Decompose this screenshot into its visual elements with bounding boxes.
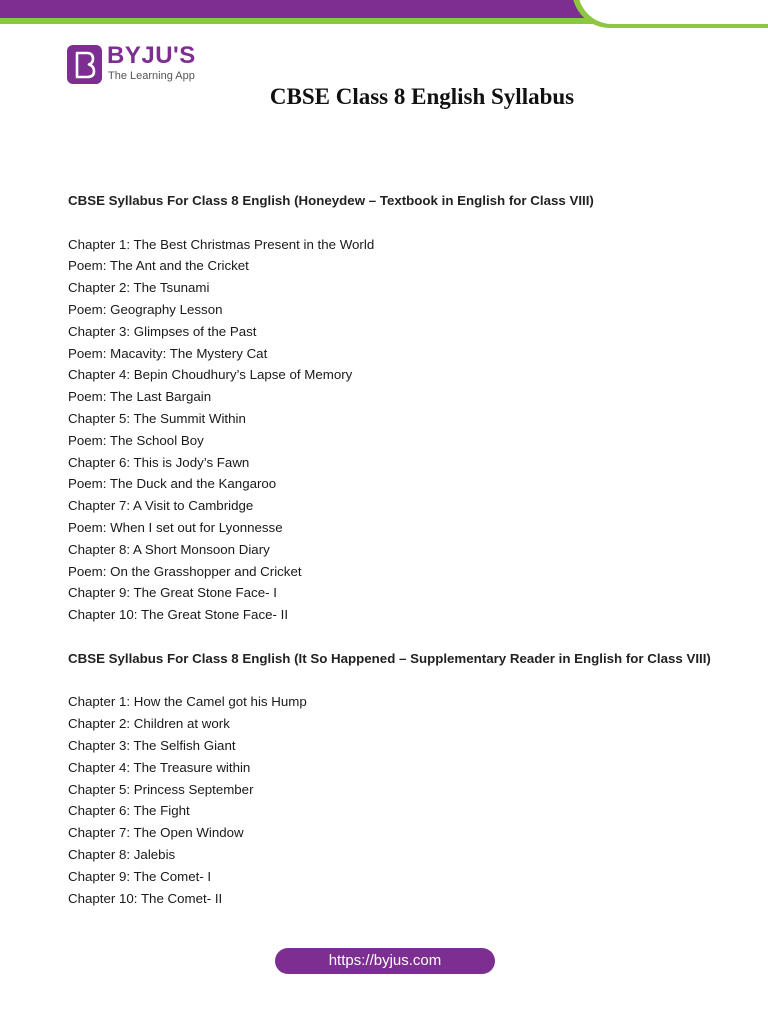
list-item: Chapter 7: A Visit to Cambridge: [68, 498, 254, 514]
list-item: Chapter 6: This is Jody’s Fawn: [68, 454, 250, 470]
website-url-link[interactable]: https://byjus.com: [275, 948, 495, 974]
list-item: Chapter 2: The Tsunami: [68, 280, 210, 296]
list-item: Poem: The Duck and the Kangaroo: [68, 476, 277, 492]
list-item: Chapter 1: The Best Christmas Present in the World: [68, 236, 375, 252]
it-so-happened-list: [68, 691, 728, 909]
list-item: Chapter 5: The Summit Within: [68, 410, 246, 426]
list-item: Chapter 7: The Open Window: [68, 825, 244, 841]
list-item: Chapter 5: Princess September: [68, 781, 254, 797]
page-title: CBSE Class 8 English Syllabus: [269, 84, 575, 109]
list-item: Poem: Macavity: The Mystery Cat: [68, 345, 268, 361]
section-heading-honeydew: CBSE Syllabus For Class 8 English (Honeydew – Textbook in English for Class VIII): [68, 193, 594, 208]
list-item: Poem: The School Boy: [68, 432, 204, 448]
list-item: Poem: Geography Lesson: [68, 301, 223, 317]
list-item: Chapter 9: The Comet- I: [68, 868, 212, 884]
list-item: Chapter 4: Bepin Choudhury’s Lapse of Memory: [68, 367, 353, 383]
brand-tagline: The Learning App: [108, 70, 195, 82]
section-heading-it-so-happened: CBSE Syllabus For Class 8 English (It So Happened – Supplementary Reader in English for Class VIII): [68, 650, 711, 666]
brand-name: BYJU'S: [107, 42, 196, 69]
brand-logo: [67, 42, 207, 85]
header-band: [0, 0, 768, 28]
list-item: Chapter 10: The Great Stone Face- II: [68, 607, 289, 623]
list-item: Poem: The Last Bargain: [68, 389, 212, 405]
list-item: Chapter 10: The Comet- II: [68, 890, 223, 906]
syllabus-content: [68, 190, 728, 909]
list-item: Chapter 9: The Great Stone Face- I: [68, 585, 277, 601]
list-item: Poem: When I set out for Lyonnesse: [68, 519, 283, 535]
list-item: Chapter 8: Jalebis: [68, 846, 176, 862]
list-item: Chapter 3: The Selfish Giant: [68, 737, 236, 753]
list-item: Chapter 6: The Fight: [68, 803, 190, 819]
list-item: Chapter 3: Glimpses of the Past: [68, 323, 257, 339]
list-item: Chapter 2: Children at work: [68, 716, 230, 732]
header-band-curve: [578, 0, 768, 24]
list-item: Chapter 1: How the Camel got his Hump: [68, 694, 307, 710]
list-item: Chapter 8: A Short Monsoon Diary: [68, 541, 270, 557]
list-item: Chapter 4: The Treasure within: [68, 759, 251, 775]
honeydew-list: [68, 234, 728, 626]
list-item: Poem: On the Grasshopper and Cricket: [68, 563, 302, 579]
list-item: Poem: The Ant and the Cricket: [68, 258, 249, 274]
logo-b-icon: [67, 45, 102, 84]
